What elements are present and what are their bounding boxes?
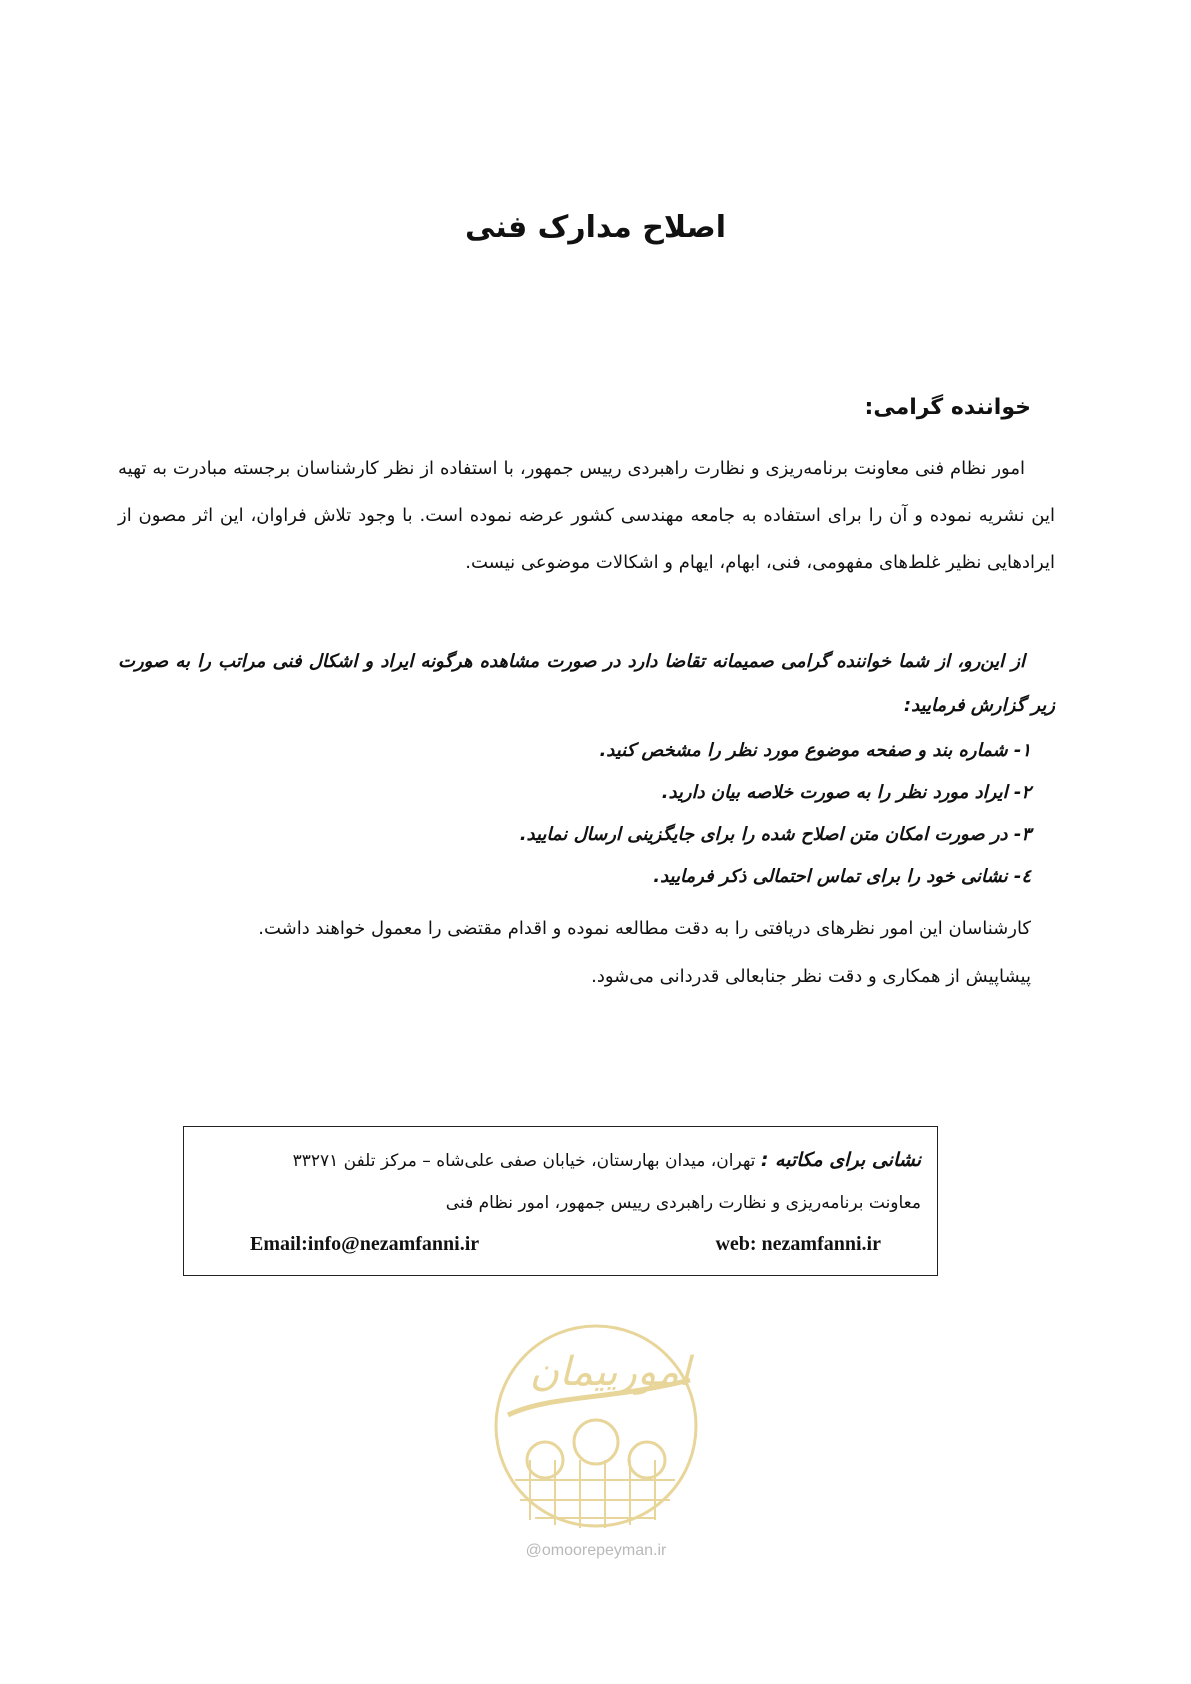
address-box xyxy=(183,1126,938,1276)
step-item: ۲- ایراد مورد نظر را به صورت خلاصه بیان دارید. xyxy=(661,782,1031,803)
address-label: نشانی برای مکاتبه : xyxy=(760,1149,921,1171)
step-item: ۱- شماره بند و صفحه موضوع مورد نظر را مشخص کنید. xyxy=(599,740,1031,761)
step-item: ۳- در صورت امکان متن اصلاح شده را برای جایگزینی ارسال نمایید. xyxy=(519,824,1031,845)
contact-row xyxy=(200,1224,921,1264)
address-text: تهران، میدان بهارستان، خیابان صفی علی‌شاه – مرکز تلفن ۳۳۲۷۱ xyxy=(292,1151,756,1171)
salutation: خواننده گرامی: xyxy=(864,395,1031,420)
watermark-logo-text: امورپیمان xyxy=(529,1349,691,1395)
steps-list xyxy=(151,730,1031,898)
address-line-2: معاونت برنامه‌ریزی و نظارت راهبردی رییس جمهور، امور نظام فنی xyxy=(445,1193,921,1213)
watermark-caption: @omoorepeyman.ir xyxy=(525,1542,667,1559)
intro-paragraph: امور نظام فنی معاونت برنامه‌ریزی و نظارت راهبردی رییس جمهور، با استفاده از نظر کارشناسان برجسته مبادرت به تهیه این نشریه نموده و آن را برای استفاده به جامعه مهندسی کشور عرضه نموده است. با وجود تلاش فراوان، این اثر مصون از ایرادهایی نظیر غلط‌های مفهومی، فنی، ابهام، ایهام و اشکالات موضوعی نیست. xyxy=(118,458,1055,573)
closing-line: کارشناسان این امور نظرهای دریافتی را به دقت مطالعه نموده و اقدام مقتضی را معمول خواهند داشت. xyxy=(258,918,1031,939)
web-text[interactable]: web: nezamfanni.ir xyxy=(715,1233,881,1255)
step-item: ٤- نشانی خود را برای تماس احتمالی ذکر فرمایید. xyxy=(653,866,1031,887)
address-line-1 xyxy=(200,1139,921,1182)
watermark-logo xyxy=(490,1320,702,1532)
closing-text xyxy=(131,905,1031,1001)
request-paragraph: از این‌رو، از شما خواننده گرامی صمیمانه تقاضا دارد در صورت مشاهده هرگونه ایراد و اشکال فنی مراتب را به صورت زیر گزارش فرمایید: xyxy=(118,651,1055,716)
email-text[interactable]: Email:info@nezamfanni.ir xyxy=(250,1233,480,1255)
closing-line: پیشاپیش از همکاری و دقت نظر جنابعالی قدردانی می‌شود. xyxy=(591,966,1031,987)
page-title: اصلاح مدارک فنی xyxy=(465,210,726,245)
